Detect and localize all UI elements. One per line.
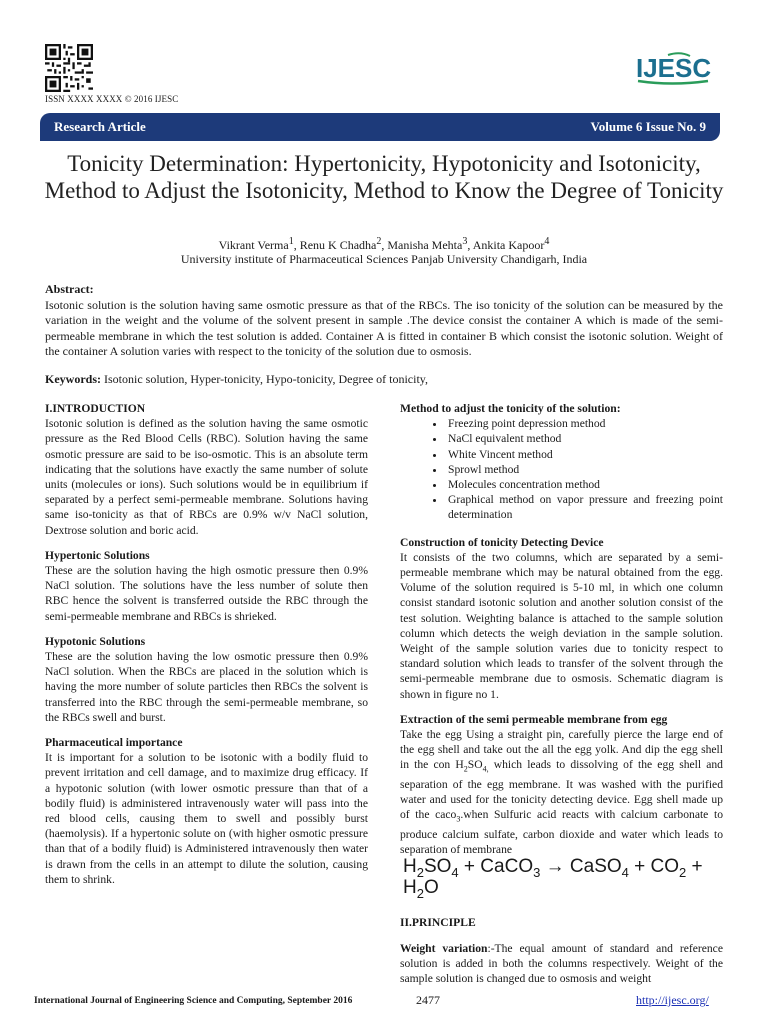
keywords-text: Isotonic solution, Hyper-tonicity, Hypo-tonicity, Degree of tonicity, (104, 372, 429, 386)
journal-link[interactable]: http://ijesc.org/ (636, 993, 709, 1007)
right-column (400, 401, 723, 996)
construction-text: It consists of the two columns, which are separated by a semi-permeable membrane which may be natural obtained from the egg. Volume of the solution required is 5-10 ml, in which one column consist standard isotonic solution and another solution consist of the test solution. Weighting balance is attached to the sample solution column which detects the weigh deviation in the sample solution. Weight of the sample solution varies due to tonicity respect to standard solution which leads to transfer of the solvent through the semi-permeable membrane due to osmosis. Schematic diagram is shown in figure no 1. (400, 550, 723, 701)
author-sup: 1 (288, 236, 294, 247)
list-item: • NaCl equivalent method (446, 431, 723, 446)
issn-text: ISSN XXXX XXXX © 2016 IJESC (45, 94, 179, 104)
abstract-heading: Abstract: (45, 282, 94, 296)
hypotonic-text: These are the solution having the low osmotic pressure then 0.9% NaCl solution. When the RBCs are placed in the solution which is having the more number of solute particles then RBCs the solvent is transferred into the RBC through the semi-permeable membrane, so the RBCs swell and burst. (45, 650, 368, 724)
author-name: Renu K Chadha (299, 238, 377, 252)
qr-code (45, 44, 93, 92)
keywords (45, 372, 723, 387)
keywords-label: Keywords: (45, 372, 101, 386)
author-list: Vikrant Verma$^1$, Renu K Chadha$^2$, Manisha Mehta$^3$, Ankita Kapoor$^4$ (218, 236, 550, 252)
extraction-text: Take the egg Using a straight pin, carefully pierce the large end of the egg shell and take out the all the egg yolk. And dip the egg shell in the con $H_2SO_{4,}$ which leads to dissolving of the egg shell and separation of the egg membrane. It was washed with the purified water and used for the tonicity detecting device. Egg shell made up of the caco$_3$.when Sulfuric acid reacts with calcium carbonate to produce calcium sulfate, carbon dioxide and water which leads to separation of membrane (400, 728, 723, 857)
extraction-heading: Extraction of the semi permeable membrane from egg (400, 712, 668, 726)
hypertonic-heading: Hypertonic Solutions (45, 548, 150, 562)
affiliation: University institute of Pharmaceutical Sciences Panjab University Chandigarh, India (180, 252, 588, 266)
author-sup: 4 (544, 236, 550, 247)
methods-list (400, 416, 723, 522)
author-name: Ankita Kapoor (472, 238, 545, 252)
journal-logo (632, 50, 712, 88)
abstract-text: Isotonic solution is the solution having same osmotic pressure as that of the RBCs. The iso tonicity of the solution can be measured by the variation in the weight and the volume of the solvent present in sample .The device consist the container A which is made of the semi-permeable membrane in which the test solution is added. Container A is fitted in container B which consist the isotonic solution. Weight of the container A solution varies with respect to the tonicity of the solution due to osmosis. (45, 297, 723, 358)
pharma-text: It is important for a solution to be isotonic with a bodily fluid to prevent irritation and cell damage, and to maximize drug efficacy. If a hypotonic solution (with lower osmotic pressure than that of a bodily fluid) is administered intravenously water will pass into the red blood cells, causing them to swell and possibly burst (haemolysis). If a hypertonic solute on (with higher osmotic pressure than that of a bodily fluid) is Administered intravenously then water is drawn from the cells in an attempt to dilute the solution, causing them to shrink. (45, 751, 368, 886)
methods-heading: Method to adjust the tonicity of the solution: (400, 402, 621, 415)
page-number: 2477 (416, 993, 440, 1007)
list-item: • Sprowl method (446, 462, 723, 477)
author-sup: 2 (376, 236, 382, 247)
intro-heading: I.INTRODUCTION (45, 402, 146, 415)
author-name: Manisha Mehta (387, 238, 463, 252)
list-item: • White Vincent method (446, 447, 723, 462)
author-name: Vikrant Verma (218, 238, 289, 252)
chemical-equation: $H_2SO_4$ + CaCO$_3$ → CaSO$_4$ + $CO_2 + H_2O$ (403, 856, 703, 902)
abstract (45, 282, 723, 360)
list-item: • Molecules concentration method (446, 477, 723, 492)
weight-variation-text: Weight variation:-The equal amount of standard and reference solution is added in both the columns respectively. Weight of the sample solution is changed due to osmosis and weight (400, 941, 723, 985)
list-item: • Graphical method on vapor pressure and freezing point determination (446, 492, 723, 522)
principle-heading: II.PRINCIPLE (400, 916, 476, 930)
pharma-heading: Pharmaceutical importance (45, 736, 183, 750)
logo-text: IJESC (636, 53, 712, 83)
construction-heading: Construction of tonicity Detecting Device (400, 535, 604, 549)
left-column (45, 401, 368, 897)
paper-title: Tonicity Determination: Hypertonicity, Hypotonicity and Isotonicity, Method to Adjust the Isotonicity, Method to Know the Degree of Tonicity (44, 151, 724, 203)
hypertonic-text: These are the solution having the high osmotic pressure then 0.9% NaCl solution. The solutions have the less number of solute then RBC hence the solvent is transferred outside the RBC through the semi-permeable membrane and RBCs is shrieked. (45, 564, 368, 623)
hypotonic-heading: Hypotonic Solutions (45, 634, 146, 648)
volume-issue: Volume 6 Issue No. 9 (590, 119, 706, 134)
author-sup: 3 (462, 236, 468, 247)
article-banner (40, 113, 720, 141)
list-item: • Freezing point depression method (446, 416, 723, 431)
footer-journal: International Journal of Engineering Science and Computing, September 2016 (34, 996, 353, 1006)
article-type: Research Article (54, 119, 146, 134)
intro-text: Isotonic solution is defined as the solution having the same osmotic pressure as the Red Blood Cells (RBC). Solution having the same osmotic pressure are said to be iso-osmotic. This is an absolute term indicating that the solutions have exactly the same number of solute units (molecules or ions). Such solutions would be in equilibrium if separated by a perfect semi-permeable membrane. Solutions having same iso-tonicity as that of RBCs are 0.9% w/v NaCl solution, Dextrose solution and boric acid. (45, 417, 368, 537)
